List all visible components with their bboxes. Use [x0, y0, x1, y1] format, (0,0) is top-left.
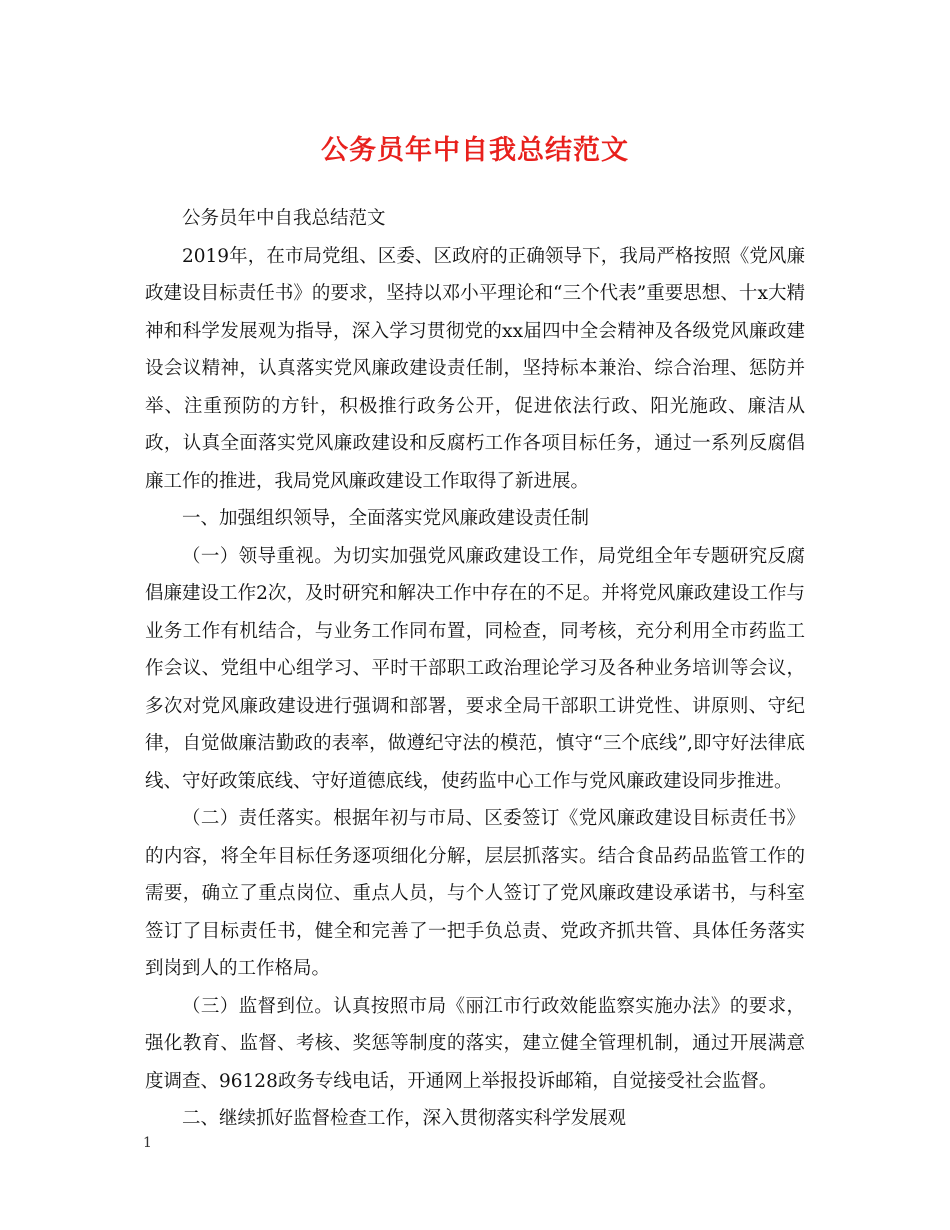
paragraph-leadership: （一）领导重视。为切实加强党风廉政建设工作，局党组全年专题研究反腐倡廉建设工作2次，及时研究和解决工作中存在的不足。并将党风廉政建设工作与业务工作有机结合，与业务工作同布置，同检查，同考核，充分利用全市药监工作会议、党组中心组学习、平时干部职工政治理论学习及各种业务培训等会议，多次对党风廉政建设进行强调和部署，要求全局干部职工讲党性、讲原则、守纪律，自觉做廉洁勤政的表率，做遵纪守法的模范，慎守“三个底线”,即守好法律底线、守好政策底线、守好道德底线，使药监中心工作与党风廉政建设同步推进。: [145, 545, 805, 792]
paragraph-intro: 2019年，在市局党组、区委、区政府的正确领导下，我局严格按照《党风廉政建设目标责任书》的要求，坚持以邓小平理论和“三个代表”重要思想、十x大精神和科学发展观为指导，深入学习贯彻党的xx届四中全会精神及各级党风廉政建设会议精神，认真落实党风廉政建设责任制，坚持标本兼治、综合治理、惩防并举、注重预防的方针，积极推行政务公开，促进依法行政、阳光施政、廉洁从政，认真全面落实党风廉政建设和反腐朽工作各项目标任务，通过一系列反腐倡廉工作的推进，我局党风廉政建设工作取得了新进展。: [145, 245, 805, 492]
paragraph-supervision: （三）监督到位。认真按照市局《丽江市行政效能监察实施办法》的要求，强化教育、监督、考核、奖惩等制度的落实，建立健全管理机制，通过开展满意度调查、96128政务专线电话，开通网上举报投诉邮箱，自觉接受社会监督。: [145, 995, 805, 1092]
document-body: [145, 200, 805, 1138]
paragraph-subtitle: 公务员年中自我总结范文: [182, 208, 386, 229]
paragraph-responsibility: （二）责任落实。根据年初与市局、区委签订《党风廉政建设目标责任书》的内容，将全年目标任务逐项细化分解，层层抓落实。结合食品药品监管工作的需要，确立了重点岗位、重点人员，与个人签订了党风廉政建设承诺书，与科室签订了目标责任书，健全和完善了一把手负总责、党政齐抓共管、具体任务落实到岗到人的工作格局。: [145, 808, 805, 979]
document-title: 公务员年中自我总结范文: [321, 135, 629, 166]
page-number: 1: [143, 1135, 152, 1151]
section-heading-2: 二、继续抓好监督检查工作，深入贯彻落实科学发展观: [182, 1108, 627, 1129]
section-heading-1: 一、加强组织领导，全面落实党风廉政建设责任制: [182, 508, 590, 529]
